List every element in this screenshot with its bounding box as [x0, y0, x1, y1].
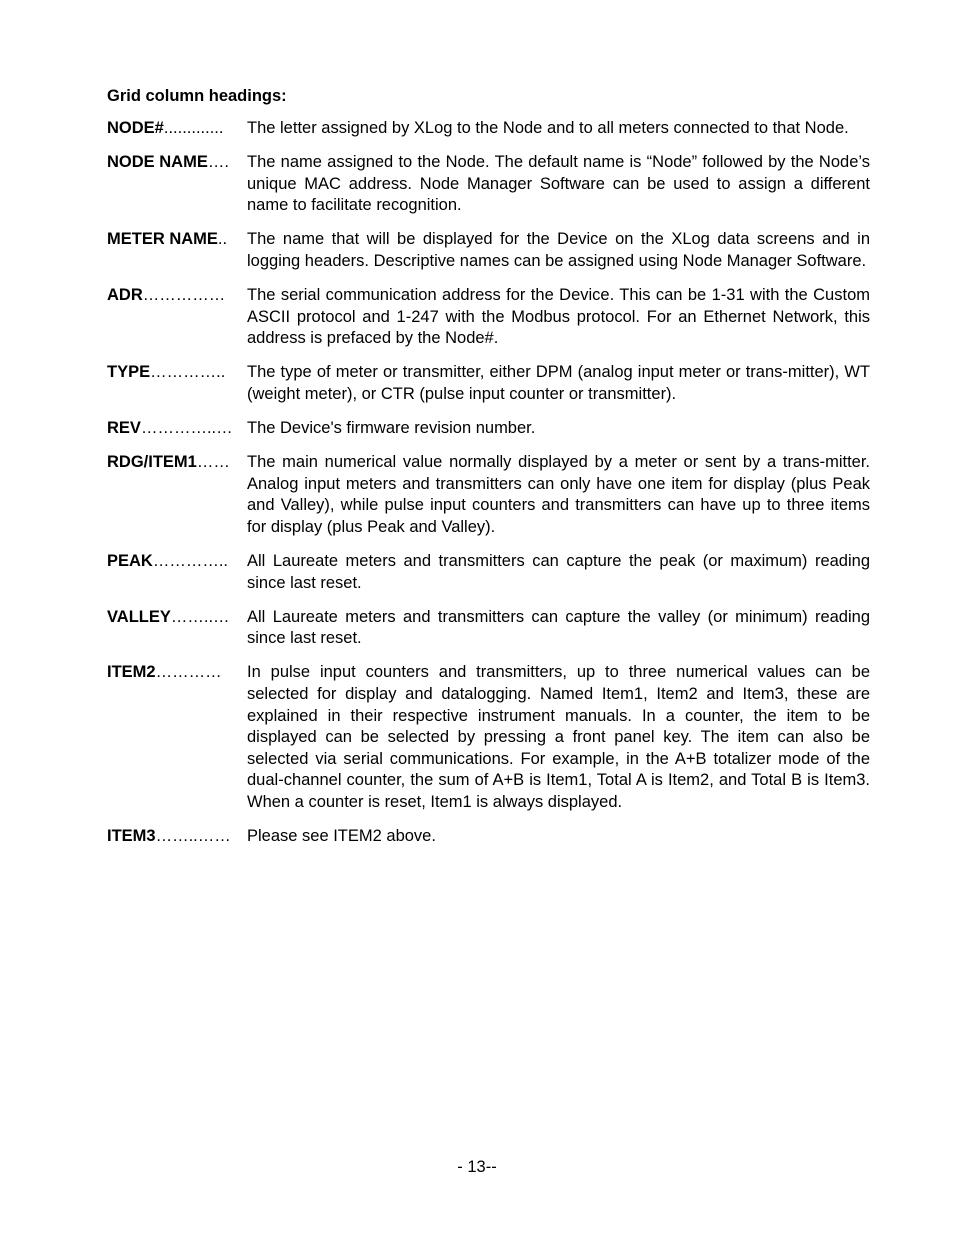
definition-term — [107, 152, 247, 174]
term-label: PEAK — [107, 552, 153, 570]
term-leader: ………….. — [150, 363, 226, 382]
definition-text: The Device's firmware revision number. — [247, 419, 536, 438]
term-label: NODE NAME — [107, 153, 208, 172]
definition-text: The name that will be displayed for the Device on the XLog data screens and in logging headers. Descriptive names can be assigned using Node Manager Software. — [247, 230, 870, 270]
definition-entry-item3 — [107, 826, 870, 848]
definition-text: All Laureate meters and transmitters can capture the valley (or minimum) reading since last reset. — [247, 607, 870, 648]
term-leader: ……..… — [170, 607, 230, 626]
term-label: REV — [107, 419, 141, 438]
term-label: VALLEY — [107, 607, 171, 626]
definition-text: The serial communication address for the Device. This can be 1-31 with the Custom ASCII protocol and 1-247 with the Modbus protocol. For an Ethernet Network, this address is prefaced by the Node#. — [247, 286, 870, 348]
definition-term — [107, 418, 247, 440]
definition-entry-node-number — [107, 118, 870, 140]
definition-text: The main numerical value normally displayed by a meter or sent by a trans-mitter. Analog input meters and transmitters can only have one item for display (plus Peak and Valley), while pulse input counters and transmitters can have up to three items for display (plus Peak and Valley). — [247, 453, 870, 536]
definition-entry-type — [107, 362, 870, 405]
definition-text: Please see ITEM2 above. — [247, 827, 436, 846]
term-leader: …………..… — [140, 419, 233, 438]
definition-entry-rev — [107, 418, 870, 440]
term-label: ITEM3 — [107, 827, 156, 846]
term-label: NODE# — [107, 119, 164, 137]
definition-text: All Laureate meters and transmitters can capture the peak (or maximum) reading since last reset. — [247, 552, 870, 592]
definition-entry-valley — [107, 607, 870, 650]
term-label: METER NAME — [107, 230, 218, 249]
term-leader: …………… — [142, 286, 226, 305]
definition-term — [107, 362, 247, 384]
term-label: TYPE — [107, 363, 151, 382]
definition-term — [107, 607, 247, 629]
definition-term — [107, 551, 247, 573]
term-leader: ............. — [163, 119, 224, 137]
definition-entry-adr — [107, 285, 870, 350]
page-number: - 13-- — [457, 1158, 497, 1176]
definition-term — [107, 826, 247, 848]
definition-term — [107, 118, 247, 140]
definition-term — [107, 662, 247, 684]
definition-entry-item2 — [107, 662, 870, 813]
definition-text: The name assigned to the Node. The default name is “Node” followed by the Node’s unique MAC address. Node Manager Software can be used to assign a different name to facilitate recognition. — [247, 153, 870, 215]
definition-entry-rdg-item1 — [107, 452, 870, 538]
term-label: ITEM2 — [107, 663, 156, 682]
term-label: ADR — [107, 286, 143, 305]
definition-text: In pulse input counters and transmitters, up to three numerical values can be selected for display and datalogging. Named Item1, Item2 and Item3, these are explained in their respective instrument manuals. In a counter, the item to be displayed can be selected by pressing a front panel key. The item can also be selected via serial communications. For example, in the A+B totalizer mode of the dual-channel counter, the sum of A+B is Item1, Total A is Item2, and Total B is Item3. When a counter is reset, Item1 is always displayed. — [247, 663, 870, 811]
term-label: RDG/ITEM1 — [107, 453, 197, 472]
term-leader: ………… — [155, 663, 222, 682]
definition-entry-meter-name — [107, 229, 870, 272]
definition-text: The type of meter or transmitter, either DPM (analog input meter or trans-mitter), WT (weight meter), or CTR (pulse input counter or transmitter). — [247, 363, 870, 403]
definition-entry-node-name — [107, 152, 870, 217]
definition-term — [107, 229, 247, 251]
definition-entry-peak — [107, 551, 870, 594]
term-leader: ………….. — [152, 552, 229, 570]
term-leader: …… — [196, 453, 230, 472]
definition-term — [107, 285, 247, 307]
definition-list — [107, 118, 870, 860]
definition-term — [107, 452, 247, 474]
term-leader: ……..…… — [155, 827, 231, 846]
section-heading: Grid column headings: — [107, 87, 287, 105]
term-leader: .. — [217, 230, 228, 249]
definition-text: The letter assigned by XLog to the Node and to all meters connected to that Node. — [247, 119, 849, 137]
term-leader: …. — [207, 153, 229, 172]
